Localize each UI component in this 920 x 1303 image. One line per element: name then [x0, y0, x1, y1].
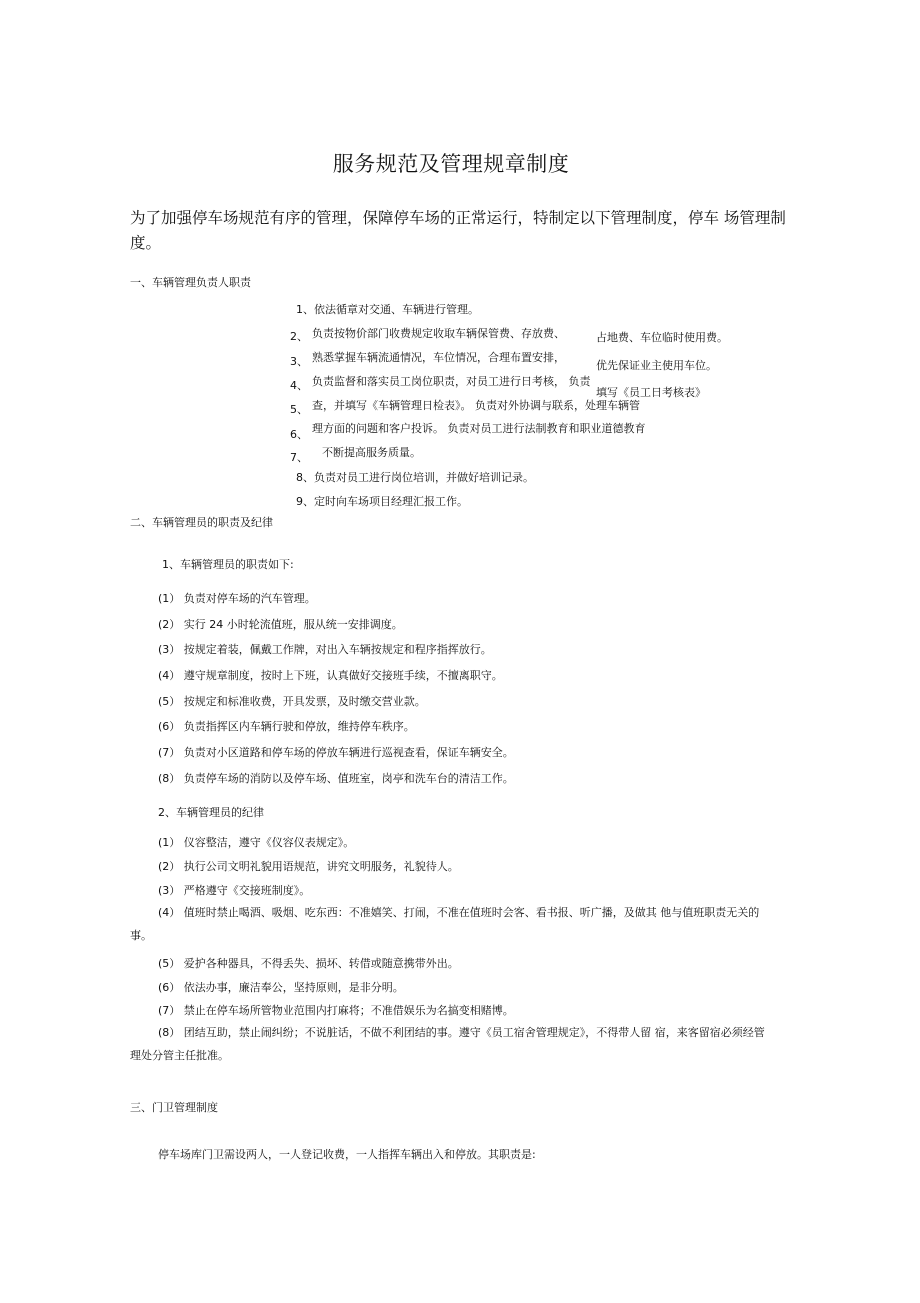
duty-4: (4） 遵守规章制度，按时上下班，认真做好交接班手续，不擅离职守。 [158, 669, 503, 682]
duty-7: (7） 负责对小区道路和停车场的停放车辆进行巡视查看，保证车辆安全。 [158, 746, 514, 759]
duty-1: (1） 负责对停车场的汽车管理。 [158, 592, 316, 605]
discipline-1: (1） 仪容整洁，遵守《仪容仪表规定》。 [158, 836, 355, 849]
s1-item-5-text: 查，并填写《车辆管理日检表》。 负责对外协调与联系，处理车辆管 [312, 399, 640, 412]
s1-item-3-text-left: 熟悉掌握车辆流通情况，车位情况，合理布置安排， [312, 351, 565, 364]
duty-5: (5） 按规定和标准收费，开具发票，及时缴交营业款。 [158, 695, 426, 708]
discipline-5: (5） 爱护各种器具，不得丢失、损坏、转借或随意携带外出。 [158, 957, 459, 970]
discipline-6: (6） 依法办事，廉洁奉公，坚持原则，是非分明。 [158, 981, 404, 994]
s1-item-8: 8、负责对员工进行岗位培训，并做好培训记录。 [296, 471, 534, 484]
s1-item-9: 9、定时向车场项目经理汇报工作。 [296, 495, 468, 508]
s1-item-5-num: 5、 [290, 403, 308, 416]
s1-item-1: 1、依法循章对交通、车辆进行管理。 [296, 303, 479, 316]
s1-item-4-text-right: 填写《员工日考核表》 [596, 386, 706, 399]
section1-heading: 一、车辆管理负责人职责 [130, 276, 251, 289]
discipline-8: (8） 团结互助，禁止闹纠纷；不说脏话，不做不利团结的事。遵守《员工宿舍管理规定》，不得带人留 宿，来客留宿必须经管理处分管主任批准。 [130, 1026, 765, 1062]
s2-sub1: 1、车辆管理员的职责如下: [162, 558, 294, 571]
s1-item-2-num: 2、 [290, 330, 308, 343]
discipline-7: (7） 禁止在停车场所管物业范围内打麻将；不准借娱乐为名搞变相赌博。 [158, 1004, 514, 1017]
page-title: 服务规范及管理规章制度 [332, 152, 570, 176]
section3-heading: 三、门卫管理制度 [130, 1101, 218, 1114]
s1-item-4-num: 4、 [290, 379, 308, 392]
intro-paragraph: 为了加强停车场规范有序的管理，保障停车场的正常运行，特制定以下管理制度，停车 场管理制度。 [130, 209, 786, 252]
s1-item-2-text-left: 负责按物价部门收费规定收取车辆保管费、存放费、 [312, 327, 565, 340]
duty-6: (6） 负责指挥区内车辆行驶和停放，维持停车秩序。 [158, 720, 415, 733]
s1-item-6-num: 6、 [290, 428, 308, 441]
duty-8: (8） 负责停车场的消防以及停车场、值班室，岗亭和洗车台的清洁工作。 [158, 772, 514, 785]
s1-item-4-text-left: 负责监督和落实员工岗位职责，对员工进行日考核， 负责 [312, 375, 591, 388]
s1-item-6-text: 理方面的问题和客户投诉。 负责对员工进行法制教育和职业道德教育 [312, 422, 646, 435]
section3-paragraph: 停车场库门卫需设两人，一人登记收费，一人指挥车辆出入和停放。其职责是: [158, 1148, 536, 1161]
duty-2: (2） 实行 24 小时轮流值班，服从统一安排调度。 [158, 618, 403, 631]
s1-item-3-num: 3、 [290, 355, 308, 368]
duty-3: (3） 按规定着装，佩戴工作牌，对出入车辆按规定和程序指挥放行。 [158, 643, 492, 656]
s1-item-3-text-right: 优先保证业主使用车位。 [596, 359, 717, 372]
discipline-3: (3） 严格遵守《交接班制度》。 [158, 884, 311, 897]
s1-item-7-text: 不断提高服务质量。 [322, 446, 421, 459]
s2-sub2: 2、车辆管理员的纪律 [158, 806, 264, 819]
section2-heading: 二、车辆管理员的职责及纪律 [130, 516, 273, 529]
discipline-2: (2） 执行公司文明礼貌用语规范，讲究文明服务，礼貌待人。 [158, 860, 459, 873]
s1-item-7-num: 7、 [290, 451, 308, 464]
s1-item-2-text-right: 占地费、车位临时使用费。 [596, 331, 728, 344]
discipline-4: (4） 值班时禁止喝酒、吸烟、吃东西：不准嬉笑、打闹，不准在值班时会客、看书报、听广播，及做其 他与值班职责无关的事。 [130, 906, 760, 942]
